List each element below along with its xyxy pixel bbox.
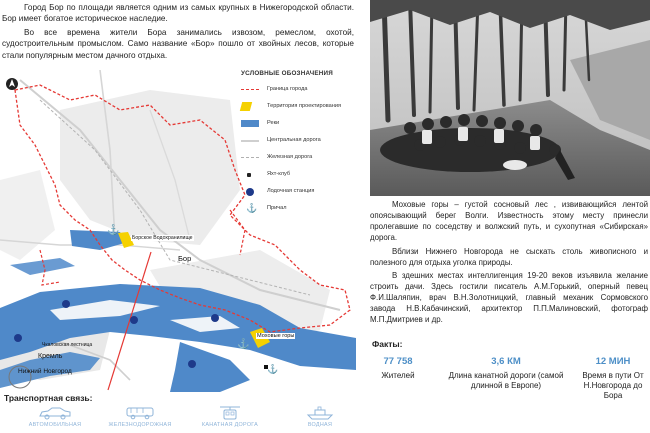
map-legend — [241, 70, 355, 217]
legend-title: УСЛОВНЫЕ ОБОЗНАЧЕНИЯ — [241, 70, 333, 77]
transport-cable: КАНАТНАЯ ДОРОГА — [195, 406, 265, 428]
transport-car: АВТОМОБИЛЬНАЯ — [20, 406, 90, 428]
legend-item-boat: Лодочная станция — [241, 183, 355, 200]
label-nn: Нижний Новгород — [18, 368, 72, 375]
fact-cable-length — [446, 356, 566, 391]
fact-value: 77 758 — [383, 356, 413, 367]
fact-label: Время в пути От Н.Новгорода до Бора — [582, 371, 644, 400]
label-borskoe: Борское Водохранилище — [132, 235, 193, 241]
fact-travel-time — [578, 356, 648, 401]
label-bor: Бор — [178, 254, 192, 263]
legend-item-rail: Железная дорога — [241, 149, 355, 166]
anchor-icon: ⚓ — [107, 225, 120, 236]
cable-car-icon — [220, 406, 240, 420]
boat-station-icon — [130, 316, 138, 324]
legend-item-area: Территория проектирования — [241, 98, 355, 115]
intro-paragraph-1: Город Бор по площади является одним из самых крупных в Нижегородской области. Бор имеет богатое историческое наследие. — [2, 3, 354, 24]
anchor-icon: ⚓ — [237, 339, 250, 350]
fact-population — [372, 356, 424, 381]
boat-station-icon — [188, 360, 196, 368]
anchor-icon: ⚓ — [246, 203, 258, 213]
fact-value: 3,6 КМ — [491, 356, 521, 367]
legend-item-yacht: Яхт-клуб — [241, 166, 355, 183]
legend-item-pier: ⚓ Причал — [246, 203, 287, 213]
boat-station-icon — [62, 300, 70, 308]
boat-station-icon — [211, 314, 219, 322]
description-paragraph-3: В здешних местах интеллигенция 19-20 веков изъявила желание строить дачи. Здесь гостили писатель А.М.Горький, оперный певец Ф.И.Шаляпин, врач В.Н.Золотницкий, главный механик Сормовского завода Н.В.Кабачинский, архитектор П.П.Малиновский, фотограф М.П.Дмитриев и др. — [370, 271, 648, 325]
transport-section — [0, 393, 356, 433]
legend-item-rivers: Реки — [241, 115, 355, 132]
label-chkalov: Чкаловская лестница — [42, 342, 93, 348]
intro-paragraph-2: Во все времена жители Бора занимались извозом, ремеслом, охотой, судостроительным промыслом. Само название «Бор» пошло от хвойных лесов, которые стали популярным местом дачного отдыха. — [2, 27, 354, 60]
legend-item-border: Граница города — [241, 81, 355, 98]
transport-water: ВОДНАЯ — [285, 406, 355, 428]
transport-title: Транспортная связь: — [4, 393, 93, 403]
facts-title: Факты: — [372, 339, 403, 349]
legend-item-road: Центральная дорога — [241, 132, 355, 149]
historic-photo — [370, 0, 650, 196]
transport-rail: ЖЕЛЕЗНОДОРОЖНАЯ — [105, 406, 175, 428]
photo-graphic — [370, 0, 650, 196]
fact-label: Длина канатной дороги (самой длинной в Европе) — [448, 371, 564, 390]
ship-icon — [306, 406, 334, 420]
description-paragraph-1: Моховые горы – густой сосновый лес , извивающийся лентой опоясывающий берег Волги. Известность этому месту принесли пролегавшие по соседству и волжский путь, и сухопутная «Сибирская» дорога. — [370, 200, 648, 242]
label-mokhovye: Моховые горы — [257, 333, 295, 339]
boat-station-icon — [246, 188, 254, 196]
yacht-club-icon — [247, 173, 251, 177]
anchor-icon: ⚓ — [267, 364, 279, 374]
description-paragraph-2: Вблизи Нижнего Новгорода не сыскать столь живописного и полезного для отдыха уголка природы. — [370, 246, 648, 267]
car-icon — [38, 406, 72, 420]
description-text — [370, 200, 648, 329]
bus-icon — [125, 406, 155, 420]
label-kreml: Кремль — [38, 353, 63, 360]
boat-station-icon — [14, 334, 22, 342]
intro-text — [2, 2, 354, 63]
fact-value: 12 МИН — [595, 356, 631, 367]
fact-label: Жителей — [381, 371, 415, 380]
